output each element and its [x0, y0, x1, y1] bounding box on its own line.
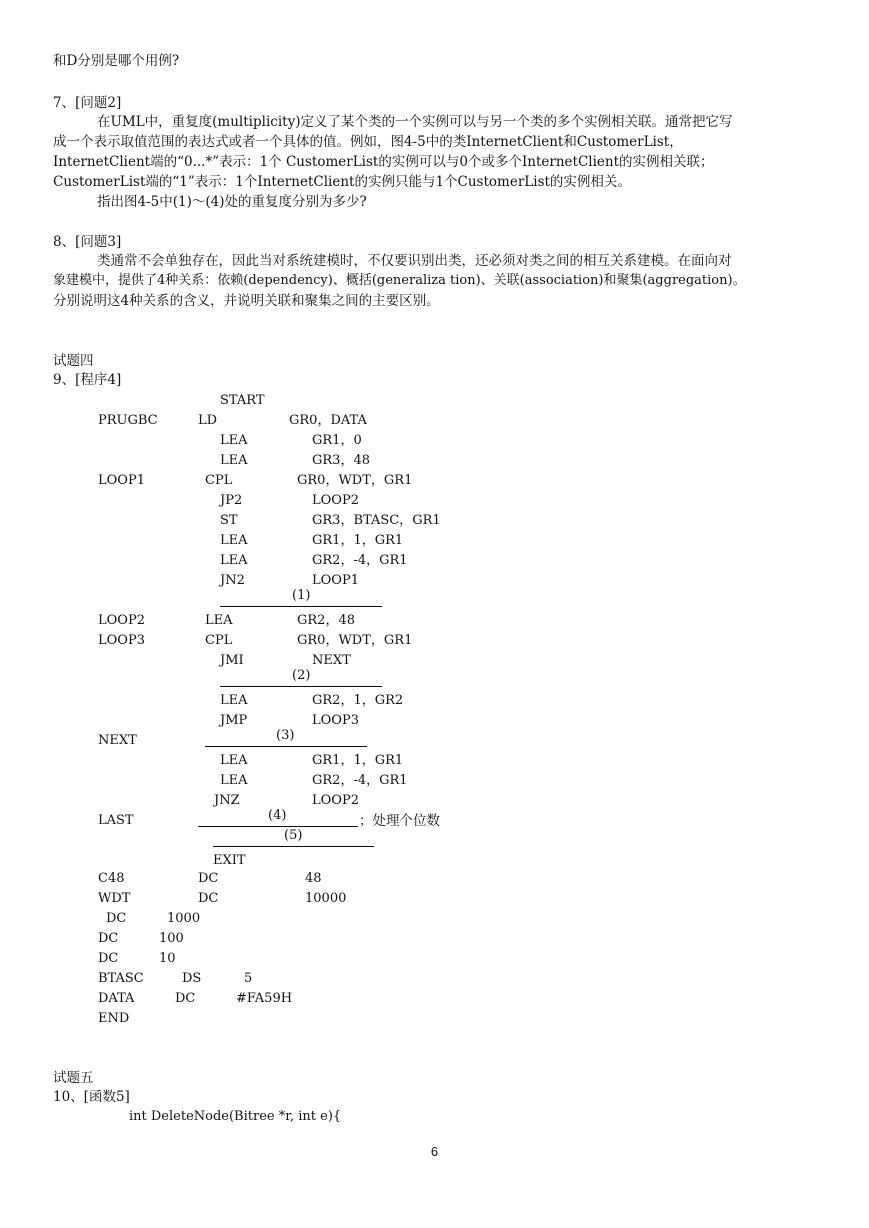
code-label: BTASC [98, 971, 144, 986]
blank-label: (4) [268, 808, 287, 823]
code-operand: GR0，WDT，GR1 [297, 473, 413, 488]
code-opcode: CPL [205, 633, 233, 648]
code-opcode: DS [182, 971, 202, 986]
code-opcode: DC [198, 871, 219, 886]
q8-paragraph-line: 分别说明这4种关系的含义，并说明关联和聚集之间的主要区别。 [53, 293, 440, 309]
blank-4 [198, 810, 358, 827]
code-label: LAST [98, 813, 134, 828]
code-opcode: ST [220, 513, 238, 528]
code-directive: START [220, 393, 265, 408]
program-heading: 9、[程序4] [53, 372, 122, 388]
code-opcode: DC [106, 911, 127, 926]
q7-question: 指出图4-5中(1)～(4)处的重复度分别为多少? [97, 194, 367, 210]
q7-paragraph-line: CustomerList端的“1”表示：1个InternetClient的实例只能与1个CustomerList的实例相关。 [53, 174, 631, 190]
code-label: NEXT [98, 733, 137, 748]
code-operand: 100 [159, 931, 184, 946]
code-opcode: JNZ [214, 793, 240, 808]
function-heading: 10、[函数5] [53, 1089, 130, 1105]
code-operand: LOOP2 [312, 793, 359, 808]
code-opcode: LD [198, 413, 218, 428]
code-label: PRUGBC [98, 413, 158, 428]
code-operand: LOOP2 [312, 493, 359, 508]
code-operand: GR2，-4，GR1 [312, 773, 408, 788]
blank-1 [220, 590, 382, 607]
code-operand: GR1，1，GR1 [312, 753, 404, 768]
code-operand: GR2，-4，GR1 [312, 553, 408, 568]
code-operand: GR3，48 [312, 453, 370, 468]
code-label: WDT [98, 891, 131, 906]
blank-label: (3) [276, 728, 295, 743]
code-operand: NEXT [312, 653, 351, 668]
code-opcode: DC [198, 891, 219, 906]
q8-paragraph-line: 类通常不会单独存在，因此当对系统建模时，不仅要识别出类，还必须对类之间的相互关系建模。在面向对 [97, 253, 732, 269]
code-operand: 5 [244, 971, 253, 986]
code-opcode: LEA [220, 453, 248, 468]
code-opcode: JP2 [220, 493, 243, 508]
code-comment: ；处理个位数 [359, 813, 440, 829]
code-operand: GR2，48 [297, 613, 355, 628]
code-operand: GR2，1，GR2 [312, 693, 404, 708]
blank-label: (1) [292, 588, 311, 603]
code-opcode: LEA [220, 753, 248, 768]
code-directive: EXIT [213, 853, 246, 868]
code-label: DATA [98, 991, 135, 1006]
code-operand: GR1，0 [312, 433, 362, 448]
code-opcode: DC [175, 991, 196, 1006]
code-label: LOOP2 [98, 613, 145, 628]
code-opcode: DC [98, 951, 119, 966]
blank-5 [213, 830, 374, 847]
code-operand: GR1，1，GR1 [312, 533, 404, 548]
section-title: 试题五 [53, 1070, 94, 1086]
blank-label: (5) [284, 828, 303, 843]
function-signature: int DeleteNode(Bitree *r, int e){ [129, 1109, 342, 1124]
q8-heading: 8、[问题3] [53, 234, 122, 250]
blank-2 [220, 670, 382, 687]
code-label: LOOP1 [98, 473, 145, 488]
q8-paragraph-line: 象建模中，提供了4种关系：依赖(dependency)、概括(generaliza tion)、关联(association)和聚集(aggregation)。 [53, 273, 746, 288]
code-opcode: LEA [205, 613, 233, 628]
code-opcode: JMI [220, 653, 244, 668]
code-opcode: LEA [220, 433, 248, 448]
code-opcode: LEA [220, 553, 248, 568]
code-opcode: CPL [205, 473, 233, 488]
code-label: C48 [98, 871, 125, 886]
q7-paragraph-line: 在UML中，重复度(multiplicity)定义了某个类的一个实例可以与另一个类的多个实例相关联。通常把它写 [97, 114, 733, 130]
blank-3 [205, 730, 367, 747]
code-operand: 10 [159, 951, 176, 966]
code-opcode: DC [98, 931, 119, 946]
section-title: 试题四 [53, 353, 94, 369]
code-opcode: JMP [220, 713, 248, 728]
page-number: 6 [430, 1144, 439, 1159]
code-operand: LOOP3 [312, 713, 359, 728]
q7-heading: 7、[问题2] [53, 95, 122, 111]
code-operand: 48 [305, 871, 322, 886]
code-operand: 10000 [305, 891, 347, 906]
code-operand: GR0，DATA [289, 413, 367, 428]
code-operand: GR3，BTASC，GR1 [312, 513, 441, 528]
code-opcode: LEA [220, 693, 248, 708]
q7-paragraph-line: 成一个表示取值范围的表达式或者一个具体的值。例如，图4-5中的类InternetClient和CustomerList， [53, 134, 683, 150]
code-operand: 1000 [167, 911, 201, 926]
intro-line: 和D分别是哪个用例? [53, 53, 180, 69]
code-operand: GR0，WDT，GR1 [297, 633, 413, 648]
code-operand: #FA59H [236, 991, 293, 1006]
code-opcode: JN2 [220, 573, 245, 588]
code-opcode: LEA [220, 533, 248, 548]
blank-label: (2) [292, 668, 311, 683]
q7-paragraph-line: InternetClient端的“0...*”表示：1个 CustomerList的实例可以与0个或多个InternetClient的实例相关联； [53, 154, 714, 170]
code-label: LOOP3 [98, 633, 145, 648]
code-opcode: LEA [220, 773, 248, 788]
code-directive: END [98, 1011, 130, 1026]
code-operand: LOOP1 [312, 573, 359, 588]
